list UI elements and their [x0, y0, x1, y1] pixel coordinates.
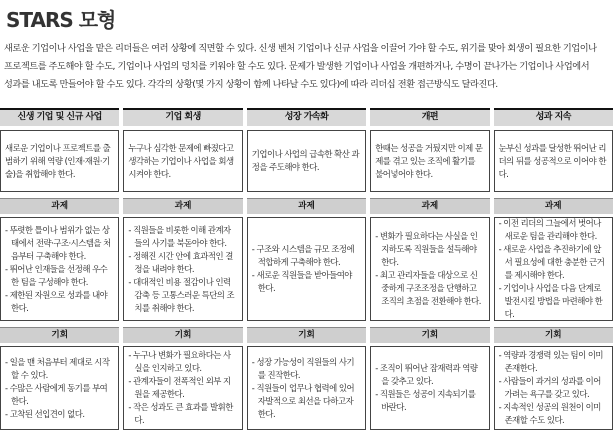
- column-summary-text: 새로운 기업이나 프로젝트를 출범하기 위해 역량 (인재·재원·기술)을 취합해야 한다.: [5, 142, 111, 179]
- tasks-header: 과제: [247, 198, 366, 214]
- task-item: - 변화가 필요하다는 사실을 인지하도록 직원들을 설득해야 한다.: [375, 230, 484, 269]
- opportunity-item: - 지속적인 성공의 원천이 이미 존재할 수도 있다.: [499, 401, 608, 427]
- tasks-box: [494, 217, 613, 321]
- column-summary: [494, 130, 613, 192]
- task-item: - 뛰어난 인재들을 선정해 우수한 팀을 구성해야 한다.: [5, 263, 114, 289]
- tasks-box: [0, 217, 119, 321]
- stars-column: [247, 108, 366, 438]
- task-item: - 최고 관리자들을 대상으로 신중하게 구조조정을 단행하고 조직의 초점을 전환해야 한다.: [375, 269, 484, 308]
- opportunities-list: [252, 356, 361, 421]
- opportunity-item: - 조직이 뛰어난 잠재력과 역량을 갖추고 있다.: [375, 362, 484, 388]
- tasks-list: [5, 224, 114, 315]
- opportunities-box: [123, 346, 242, 430]
- opportunities-header: 기회: [494, 327, 613, 343]
- tasks-box: [123, 217, 242, 321]
- task-item: - 새로운 사업을 추진하기에 앞서 필요성에 대한 충분한 근거를 제시해야 한다.: [499, 243, 608, 282]
- opportunities-list: [128, 349, 237, 427]
- opportunity-item: - 일을 맨 처음부터 제대로 시작할 수 있다.: [5, 356, 114, 382]
- stars-table: [0, 108, 613, 438]
- opportunity-item: - 직원들은 성공이 지속되기를 바란다.: [375, 388, 484, 414]
- opportunities-list: [5, 356, 114, 421]
- tasks-list: [375, 230, 484, 308]
- tasks-header: 과제: [123, 198, 242, 214]
- opportunities-header: 기회: [0, 327, 119, 343]
- column-summary: [370, 130, 489, 192]
- opportunities-box: [370, 346, 489, 430]
- opportunities-header: 기회: [247, 327, 366, 343]
- opportunities-box: [494, 346, 613, 430]
- intro-paragraph: [4, 40, 610, 94]
- column-header: 신생 기업 및 신규 사업: [0, 108, 119, 126]
- column-summary-text: 한때는 성공을 거뒀지만 이제 문제를 겪고 있는 조직에 활기를 불어넣어야 한다.: [375, 142, 483, 179]
- intro-line: 새로운 기업이나 사업을 맡은 리더들은 여러 상황에 직면할 수 있다. 신생 벤처 기업이나 신규 사업을 이끌어 가야 할 수도, 위기를 맞아 회생이 필요한 기업이나: [4, 43, 597, 54]
- column-header: 성과 지속: [494, 108, 613, 126]
- column-summary: [247, 130, 366, 192]
- opportunity-item: - 누구나 변화가 필요하다는 사실을 인지하고 있다.: [128, 349, 237, 375]
- task-item: - 대대적인 비용 절감이나 인력 감축 등 고통스러운 특단의 조치를 취해야 한다.: [128, 276, 237, 315]
- column-header: 개편: [370, 108, 489, 126]
- opportunity-item: - 성장 가능성이 직원들의 사기를 진작한다.: [252, 356, 361, 382]
- task-item: - 새로운 직원들을 받아들여야 한다.: [252, 269, 361, 295]
- task-item: - 정해진 시간 안에 효과적인 결정을 내려야 한다.: [128, 250, 237, 276]
- page-title: STARS 모형: [6, 8, 116, 32]
- tasks-list: [499, 217, 608, 321]
- column-summary: [123, 130, 242, 192]
- stars-column: [123, 108, 242, 438]
- column-header: 기업 회생: [123, 108, 242, 126]
- opportunity-item: - 관계자들이 전폭적인 외부 지원을 제공한다.: [128, 375, 237, 401]
- stars-column: [0, 108, 119, 438]
- opportunities-box: [247, 346, 366, 430]
- opportunity-item: - 역량과 경쟁력 있는 팀이 이미 존재한다.: [499, 349, 608, 375]
- opportunities-list: [375, 362, 484, 414]
- opportunities-header: 기회: [123, 327, 242, 343]
- task-item: - 구조와 시스템을 규모 조정에 적합하게 구축해야 한다.: [252, 243, 361, 269]
- opportunities-header: 기회: [370, 327, 489, 343]
- stars-column: [494, 108, 613, 438]
- tasks-header: 과제: [494, 198, 613, 214]
- column-header: 성장 가속화: [247, 108, 366, 126]
- task-item: - 기업이나 사업을 다음 단계로 발전시킬 방법을 마련해야 한다.: [499, 282, 608, 321]
- column-summary: [0, 130, 119, 192]
- column-summary-text: 누구나 심각한 문제에 빠졌다고 생각하는 기업이나 사업을 회생시켜야 한다.: [128, 142, 234, 179]
- tasks-header: 과제: [0, 198, 119, 214]
- column-summary-text: 기업이나 사업의 급속한 확산 과정을 주도해야 한다.: [251, 149, 360, 172]
- intro-line: 성과를 내도록 만들어야 할 수도 있다. 각각의 상황(몇 가지 상황이 함께 나타날 수도 있다)에 따라 리더십 전환 접근방식도 달라진다.: [4, 79, 498, 90]
- tasks-box: [370, 217, 489, 321]
- tasks-box: [247, 217, 366, 321]
- task-item: - 직원들을 비롯한 이해 관계자들의 사기를 북돋아야 한다.: [128, 224, 237, 250]
- task-item: - 이전 리더의 그늘에서 벗어나 새로운 팀을 관리해야 한다.: [499, 217, 608, 243]
- opportunity-item: - 사람들이 과거의 성과를 이어가려는 욕구를 갖고 있다.: [499, 375, 608, 401]
- task-item: - 제한된 자원으로 성과를 내야 한다.: [5, 289, 114, 315]
- column-summary-text: 눈부신 성과를 달성한 뛰어난 리더의 뒤를 성공적으로 이어야 한다.: [498, 142, 606, 179]
- opportunity-item: - 고착된 선입견이 없다.: [5, 408, 114, 421]
- opportunities-box: [0, 346, 119, 430]
- task-item: - 뚜렷한 틀이나 범위가 없는 상태에서 전략·구조·시스템을 처음부터 구축해야 한다.: [5, 224, 114, 263]
- tasks-list: [252, 243, 361, 295]
- intro-line: 프로젝트를 주도해야 할 수도, 기업이나 사업의 덩치를 키워야 할 수도 있다. 문제가 발생한 기업이나 사업을 개편하거나, 수명이 끝나가는 기업이나 사업에서: [4, 61, 590, 72]
- opportunity-item: - 직원들이 업무나 협력에 있어 자발적으로 최선을 다하고자 한다.: [252, 382, 361, 421]
- tasks-list: [128, 224, 237, 315]
- tasks-header: 과제: [370, 198, 489, 214]
- stars-column: [370, 108, 489, 438]
- opportunities-list: [499, 349, 608, 427]
- opportunity-item: - 수많은 사람에게 동기를 부여한다.: [5, 382, 114, 408]
- opportunity-item: - 작은 성과도 큰 효과를 발휘한다.: [128, 401, 237, 427]
